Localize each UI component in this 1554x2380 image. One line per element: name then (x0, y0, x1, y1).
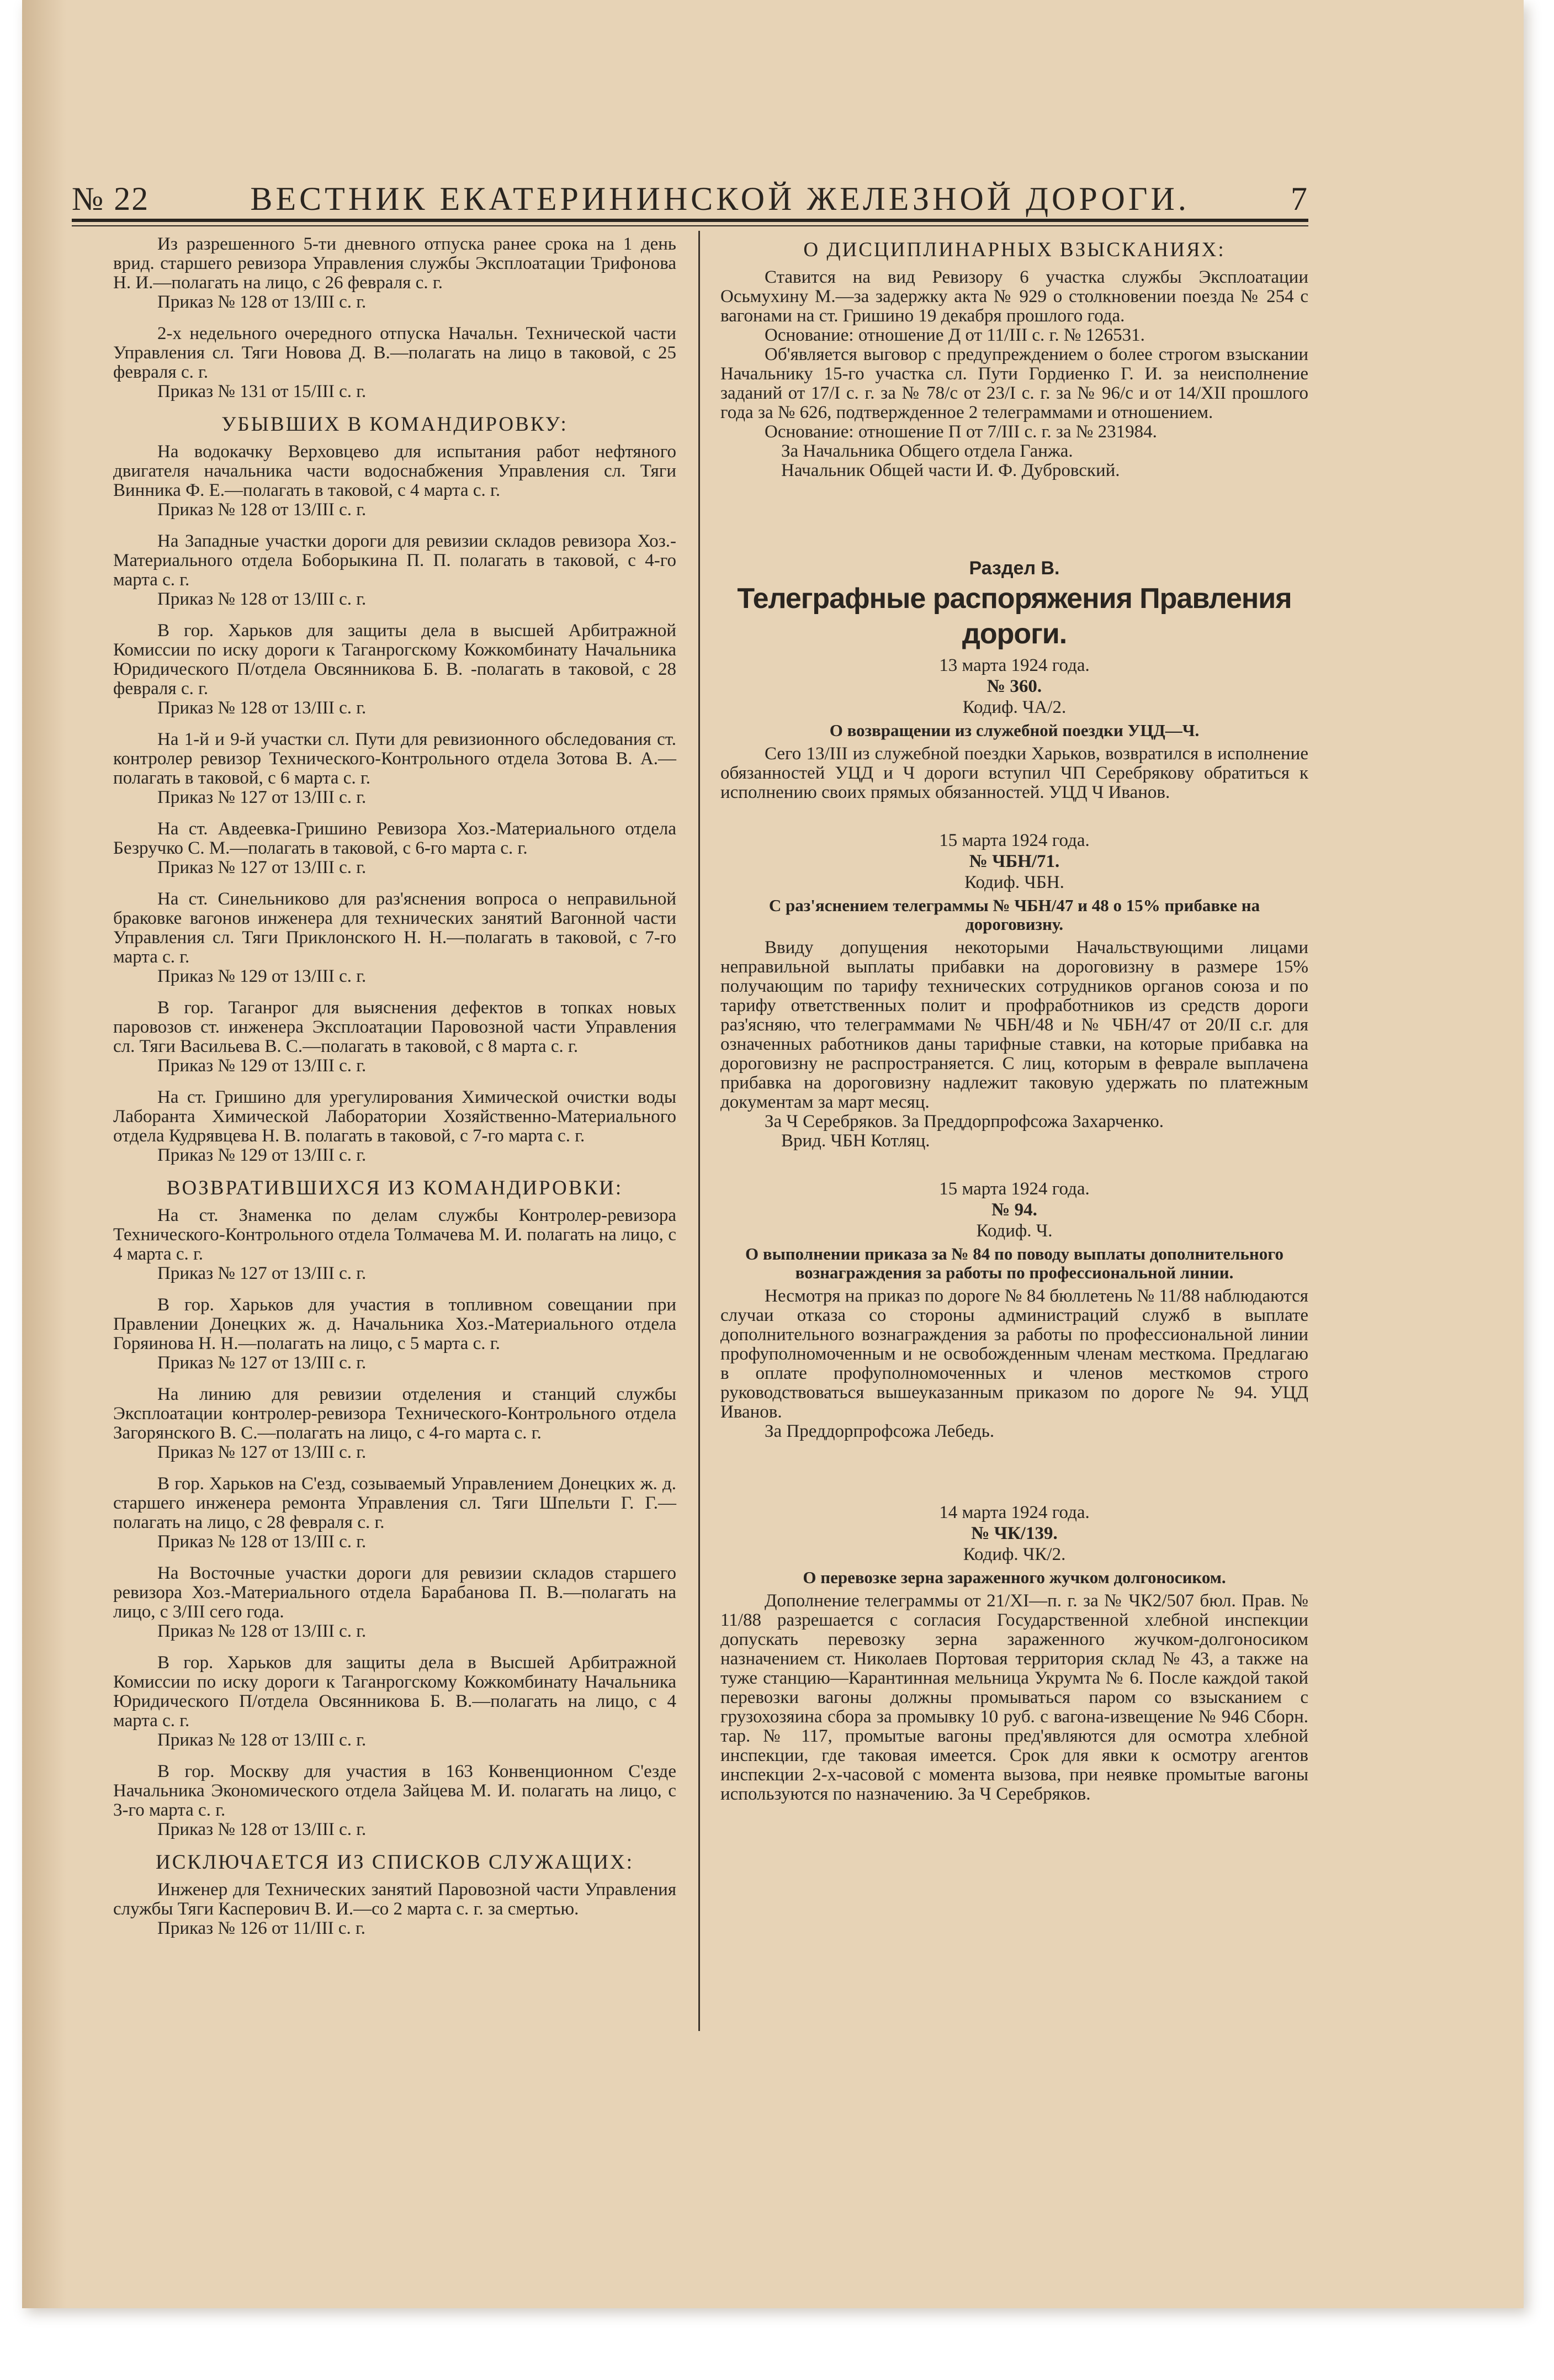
right-column (720, 235, 1308, 1804)
paragraph: Об'является выговор с предупреждением о более строгом взыскании Начальнику 15-го участка сл. Пути Гордиенко Г. И. за неисполнение заданий от 17/I с. г. за № 78/с от 23/I с. г. за № 96/с и от 14/XII прошлого года за № 626, подтвержденное 2 телеграммами и отношением. (720, 345, 1308, 422)
telegram-date: 13 марта 1924 года. (939, 655, 1090, 675)
newspaper-page (22, 0, 1524, 2308)
signature-line: За Преддорпрофсожа Лебедь. (765, 1421, 995, 1441)
order-ref: Приказ № 128 от 13/III с. г. (157, 1730, 367, 1750)
paragraph: На ст. Знаменка по делам службы Контролер-ревизора Технического-Контрольного отдела Толмачева М. И. полагать на лицо, с 4 марта с. г. (113, 1205, 676, 1264)
order-ref: Приказ № 131 от 15/III с. г. (157, 382, 367, 401)
order-ref: Приказ № 129 от 13/III с. г. (157, 1056, 367, 1076)
telegram-number: № ЧБН/71. (969, 851, 1060, 871)
paragraph: В гор. Харьков для защиты дела в высшей Арбитражной Комиссии по иску дороги к Таганрогскому Кожкомбинату Начальника Юридического П/отдела Овсянникова Б. В. -полагать в таковой, с 28 февраля с. г. (113, 621, 676, 699)
telegram-body: Сего 13/III из служебной поездки Харьков, возвратился в исполнение обязанностей УЦД и Ч дороги вступил ЧП Серебрякову обратиться к исполнению своих прямых обязанностей. УЦД Ч Иванов. (720, 744, 1308, 802)
paragraph: На 1-й и 9-й участки сл. Пути для ревизионного обследования ст. контролер ревизор Технического-Контрольного отдела Зотова В. А.—полагать в таковой, с 6 марта с. г. (113, 729, 676, 788)
paragraph: Ставится на вид Ревизору 6 участка службы Эксплоатации Осьмухину М.—за задержку акта № 929 о столкновении поезда № 254 с вагонами на ст. Гришино 19 декабря прошлого года. (720, 267, 1308, 326)
basis-line: Основание: отношение Д от 11/III с. г. № 126531. (765, 325, 1145, 345)
telegram-title: О возвращении из служебной поездки УЦД—Ч. (829, 721, 1200, 740)
paragraph: В гор. Москву для участия в 163 Конвенционном С'езде Начальника Экономического отдела Зайцева М. И. полагать на лицо, с 3-го марта с. г. (113, 1762, 676, 1820)
telegram-code: Кодиф. ЧК/2. (963, 1545, 1066, 1564)
order-ref: Приказ № 128 от 13/III с. г. (157, 698, 367, 718)
order-ref: Приказ № 128 от 13/III с. г. (157, 292, 367, 312)
order-ref: Приказ № 128 от 13/III с. г. (157, 1532, 367, 1552)
telegram-title: О выполнении приказа за № 84 по поводу выплаты дополнительного вознаграждения за работы по профессиональной линии. (745, 1244, 1284, 1282)
order-ref: Приказ № 128 от 13/III с. г. (157, 1820, 367, 1839)
telegram-number: № 360. (987, 676, 1042, 696)
order-ref: Приказ № 129 от 13/III с. г. (157, 966, 367, 986)
order-ref: Приказ № 128 от 13/III с. г. (157, 500, 367, 520)
issue-number: № 22 (72, 181, 150, 217)
paragraph: В гор. Харьков для защиты дела в Высшей Арбитражной Комиссии по иску дороги к Таганрогскому Кожкомбинату Начальника Юридического П/отдела Овсянникова Б. В.—полагать на лицо, с 4 марта с. г. (113, 1653, 676, 1731)
paragraph: На ст. Синельниково для раз'яснения вопроса о неправильной браковке вагонов инженера для технических занятий Вагонной части Управления сл. Тяги Приклонского Н. Н.—полагать в таковой, с 7-го марта с. г. (113, 889, 676, 967)
paragraph: В гор. Харьков для участия в топливном совещании при Правлении Донецких ж. д. Начальника Хоз.-Материального отдела Горяинова Н. Н.—полагать на лицо, с 5 марта с. г. (113, 1295, 676, 1353)
paragraph: На Западные участки дороги для ревизии складов ревизора Хоз.-Материального отдела Боборыкина П. П. полагать в таковой, с 4-го марта с. г. (113, 531, 676, 590)
telegram-body: Несмотря на приказ по дороге № 84 бюллетень № 11/88 наблюдаются случаи отказа со стороны администраций служб в выплате дополнительного вознаграждения за работы по профессиональной линии профуполномоченным и не освобожденным членам месткома. Предлагаю в оплате профуполномоченных и членов месткомов строго руководствоваться вышеуказанным приказом по дороге № 94. УЦД Иванов. (720, 1286, 1308, 1422)
telegram-date: 15 марта 1924 года. (939, 1179, 1090, 1199)
paragraph: На линию для ревизии отделения и станций службы Эксплоатации контролер-ревизора Технического-Контрольного отдела Загорянского В. С.—полагать на лицо, с 4-го марта с. г. (113, 1384, 676, 1443)
order-ref: Приказ № 127 от 13/III с. г. (157, 1263, 367, 1283)
order-ref: Приказ № 126 от 11/III с. г. (157, 1918, 366, 1938)
paragraph: На водокачку Верховцево для испытания работ нефтяного двигателя начальника части водоснабжения Управления сл. Тяги Винника Ф. Е.—полагать в таковой, с 4 марта с. г. (113, 442, 676, 500)
paragraph: Инженер для Технических занятий Паровозной части Управления службы Тяги Касперович В. И.—со 2 марта с. г. за смертью. (113, 1880, 676, 1919)
paragraph: На ст. Авдеевка-Гришино Ревизора Хоз.-Материального отдела Безручко С. М.—полагать в таковой, с 6-го марта с. г. (113, 819, 676, 858)
telegram-body: Дополнение телеграммы от 21/XI—п. г. за № ЧК2/507 бюл. Прав. № 11/88 разрешается с согласия Государственной хлебной инспекции допускать перевозку зерна зараженного жучком-долгоносиком назначением ст. Николаев Портовая территория склад № 43, а также на туже станцию—Карантинная мельница Укрумта № 6. После каждой такой перевозки вагоны должны промываться паром со взысканием с грузохозяина сбора за промывку 10 руб. с вагона-извещение № 946 Сборн. тар. № 117, промытые вагоны пред'являются для осмотра хлебной инспекции, где таковая имеется. Срок для явки к осмотру агентов инспекции 2-х-часовой с момента вызова, при неявке промытые вагоны используются по назначению. За Ч Серебряков. (720, 1591, 1308, 1804)
section-heading: О ДИСЦИПЛИНАРНЫХ ВЗЫСКАНИЯХ: (803, 239, 1226, 261)
telegram-number: № 94. (991, 1200, 1037, 1220)
paragraph: Из разрешенного 5-ти дневного отпуска ранее срока на 1 день врид. старшего ревизора Управления службы Эксплоатации Трифонова Н. И.—полагать на лицо, с 26 февраля с. г. (113, 234, 676, 293)
paragraph: В гор. Таганрог для выяснения дефектов в топках новых паровозов ст. инженера Эксплоатации Паровозной части Управления сл. Тяги Васильева В. С.—полагать в таковой, с 8 марта с. г. (113, 998, 676, 1056)
telegram-body: Ввиду допущения некоторыми Начальствующими лицами неправильной выплаты прибавки на дороговизну в размере 15% получающим по тарифу технических сотрудников органов союза и по тарифу ответственных полит и профработников из средств дороги раз'ясняю, что телеграммами № ЧБН/48 и № ЧБН/47 от 20/II с.г. для означенных работников даны тарифные ставки, на которые прибавка на дороговизну не распространяется. С лиц, которым в феврале выплачена прибавка на дороговизну надлежит таковую удержать по платежным документам за март месяц. (720, 938, 1308, 1112)
order-ref: Приказ № 127 от 13/III с. г. (157, 1353, 367, 1373)
order-ref: Приказ № 128 от 13/III с. г. (157, 1621, 367, 1641)
order-ref: Приказ № 127 от 13/III с. г. (157, 1442, 367, 1462)
telegram-date: 14 марта 1924 года. (939, 1503, 1090, 1522)
section-heading: ВОЗВРАТИВШИХСЯ ИЗ КОМАНДИРОВКИ: (166, 1177, 623, 1199)
paragraph: 2-х недельного очередного отпуска Начальн. Технической части Управления сл. Тяги Новова Д. В.—полагать на лицо в таковой, с 25 февраля с. г. (113, 324, 676, 382)
page-header (72, 174, 1308, 218)
signature-line: За Начальника Общего отдела Ганжа. (781, 441, 1073, 461)
section-heading: УБЫВШИХ В КОМАНДИРОВКУ: (221, 413, 568, 436)
section-title: Телеграфные распоряжения Правления дороги. (737, 583, 1292, 650)
order-ref: Приказ № 127 от 13/III с. г. (157, 787, 367, 807)
page-number: 7 (1291, 181, 1308, 217)
order-ref: Приказ № 128 от 13/III с. г. (157, 589, 367, 609)
telegram-code: Кодиф. Ч. (976, 1221, 1053, 1241)
newspaper-title: ВЕСТНИК ЕКАТЕРИНИНСКОЙ ЖЕЛЕЗНОЙ ДОРОГИ. (250, 181, 1190, 217)
header-rule-thick (72, 219, 1308, 222)
signature-line: За Ч Серебряков. За Преддорпрофсожа Захарченко. (765, 1112, 1164, 1131)
left-column (113, 235, 676, 1950)
telegram-date: 15 марта 1924 года. (939, 831, 1090, 850)
paragraph: В гор. Харьков на С'езд, созываемый Управлением Донецких ж. д. старшего инженера ремонта Управления сл. Тяги Шпельти Г. Г.—полагать на лицо, с 28 февраля с. г. (113, 1474, 676, 1532)
header-rule-thin (72, 225, 1308, 226)
signature-line: Начальник Общей части И. Ф. Дубровский. (781, 461, 1120, 480)
telegram-title: О перевозке зерна зараженного жучком долгоносиком. (803, 1568, 1226, 1587)
order-ref: Приказ № 129 от 13/III с. г. (157, 1145, 367, 1165)
signature-line: Врид. ЧБН Котляц. (781, 1131, 930, 1151)
telegram-number: № ЧК/139. (971, 1524, 1058, 1543)
paragraph: На Восточные участки дороги для ревизии складов старшего ревизора Хоз.-Материального отдела Барабанова П. В.—полагать на лицо, с 3/III сего года. (113, 1563, 676, 1622)
order-ref: Приказ № 127 от 13/III с. г. (157, 858, 367, 877)
section-heading: ИСКЛЮЧАЕТСЯ ИЗ СПИСКОВ СЛУЖАЩИХ: (155, 1851, 634, 1874)
telegram-code: Кодиф. ЧБН. (964, 872, 1064, 892)
telegram-title: С раз'яснением телеграммы № ЧБН/47 и 48 о 15% прибавке на дороговизну. (768, 896, 1260, 934)
column-divider (698, 231, 700, 2031)
telegram-code: Кодиф. ЧА/2. (962, 697, 1067, 717)
section-label: Раздел В. (969, 558, 1060, 579)
paragraph: На ст. Гришино для урегулирования Химической очистки воды Лаборанта Химической Лаборатории Хозяйственно-Материального отдела Кудрявцева Н. В. полагать в таковой, с 7-го марта с. г. (113, 1087, 676, 1146)
basis-line: Основание: отношение П от 7/III с. г. за № 231984. (765, 422, 1157, 442)
